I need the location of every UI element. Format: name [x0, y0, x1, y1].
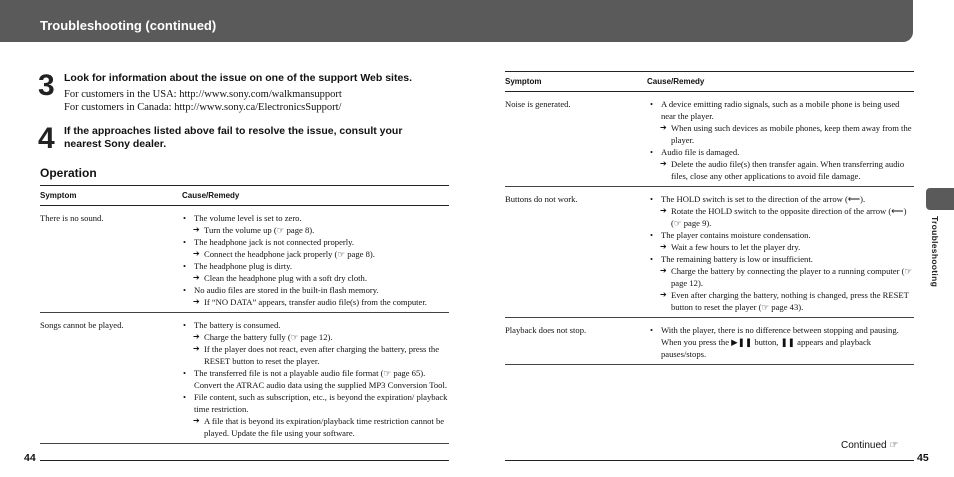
cause-cell: [183, 313, 449, 443]
arrow-icon: ➔: [193, 273, 200, 282]
cause-item: • File content, such as subscription, etc., is beyond the expiration/ playback time restriction.: [183, 391, 449, 415]
section-tab: [926, 188, 954, 210]
arrow-icon: ➔: [660, 159, 667, 168]
remedy-item: [650, 158, 914, 182]
cause-item: • No audio files are stored in the built-in flash memory.: [183, 284, 449, 296]
remedy-item: [650, 289, 914, 313]
cause-cell: [650, 187, 914, 317]
remedy-item: [183, 296, 449, 308]
remedy-text: Wait a few hours to let the player dry.: [671, 242, 801, 252]
footer-rule-left: [40, 460, 449, 461]
left-table: [40, 185, 449, 444]
cause-item: • The headphone plug is dirty.: [183, 260, 449, 272]
table-body: [505, 92, 914, 365]
cause-item: • The transferred file is not a playable audio file format (☞ page 65). Convert the ATRAC audio data using the supplied MP3 Conversion Tool.: [183, 367, 449, 391]
step-heading: If the approaches listed above fail to resolve the issue, consult your nearest Sony dealer.: [64, 125, 403, 150]
col-symptom: Symptom: [505, 77, 542, 86]
arrow-icon: ➔: [193, 344, 200, 353]
cause-item: • The volume level is set to zero.: [183, 212, 449, 224]
cause-item: • Audio file is damaged.: [650, 146, 914, 158]
step-line-canada: For customers in Canada: http://www.sony.ca/ElectronicsSupport/: [64, 102, 342, 113]
arrow-icon: ➔: [193, 416, 200, 425]
remedy-item: [650, 265, 914, 289]
section-tab-label: Troubleshooting: [930, 216, 940, 288]
remedy-item: [183, 343, 449, 367]
cause-item: • The HOLD switch is set to the direction of the arrow (⟵).: [650, 193, 914, 205]
table-header: [40, 185, 449, 206]
remedy-text: Turn the volume up (☞ page 8).: [204, 225, 315, 235]
cause-cell: [650, 92, 914, 186]
remedy-item: [183, 272, 449, 284]
section-title: Operation: [40, 166, 97, 180]
arrow-icon: ➔: [660, 206, 667, 215]
arrow-icon: ➔: [660, 290, 667, 299]
remedy-text: When using such devices as mobile phones, keep them away from the player.: [671, 123, 912, 145]
arrow-icon: ➔: [660, 123, 667, 132]
remedy-text: Charge the battery by connecting the player to a running computer (☞ page 12).: [671, 266, 913, 288]
table-body: [40, 206, 449, 444]
cause-item: • The remaining battery is low or insufficient.: [650, 253, 914, 265]
step-number: 4: [38, 122, 55, 155]
remedy-text: Connect the headphone jack properly (☞ page 8).: [204, 249, 375, 259]
arrow-icon: ➔: [193, 225, 200, 234]
symptom-cell: There is no sound.: [40, 213, 104, 223]
table-row: [40, 313, 449, 444]
table-row: [40, 206, 449, 313]
table-header: [505, 71, 914, 92]
page-number-right: 45: [917, 452, 929, 464]
remedy-item: [650, 205, 914, 229]
cause-cell: [650, 318, 914, 364]
cause-item: • A device emitting radio signals, such as a mobile phone is being used near the player.: [650, 98, 914, 122]
cause-cell: [183, 206, 449, 312]
remedy-text: If the player does not react, even after charging the battery, press the RESET button to reset the player.: [204, 344, 440, 366]
cause-item: • With the player, there is no difference between stopping and pausing. When you press the ▶❚❚ button, ❚❚ appears and playback pauses/stops.: [650, 324, 914, 360]
col-cause: Cause/Remedy: [182, 191, 240, 200]
remedy-item: [183, 248, 449, 260]
step-number: 3: [38, 69, 55, 102]
page-number-left: 44: [24, 452, 36, 464]
arrow-icon: ➔: [660, 242, 667, 251]
symptom-cell: Songs cannot be played.: [40, 320, 124, 330]
table-row: [505, 187, 914, 318]
step-line-usa: For customers in the USA: http://www.sony.com/walkmansupport: [64, 89, 342, 100]
remedy-item: [650, 241, 914, 253]
col-cause: Cause/Remedy: [647, 77, 705, 86]
table-row: [505, 318, 914, 365]
remedy-item: [183, 331, 449, 343]
step-3: [38, 69, 464, 114]
step-4: [38, 122, 434, 155]
right-table: [505, 71, 914, 365]
arrow-icon: ➔: [193, 297, 200, 306]
arrow-icon: ➔: [193, 249, 200, 258]
arrow-icon: ➔: [660, 266, 667, 275]
continued-note: Continued ☞: [841, 440, 899, 451]
table-row: [505, 92, 914, 187]
footer-rule-right: [505, 460, 914, 461]
remedy-text: Charge the battery fully (☞ page 12).: [204, 332, 333, 342]
symptom-cell: Playback does not stop.: [505, 325, 587, 335]
symptom-cell: Buttons do not work.: [505, 194, 578, 204]
col-symptom: Symptom: [40, 191, 77, 200]
remedy-text: Rotate the HOLD switch to the opposite direction of the arrow (⟵) (☞ page 9).: [671, 206, 907, 228]
symptom-cell: Noise is generated.: [505, 99, 571, 109]
page-title: Troubleshooting (continued): [40, 18, 217, 33]
remedy-text: If “NO DATA” appears, transfer audio file(s) from the computer.: [204, 297, 427, 307]
remedy-text: Clean the headphone plug with a soft dry cloth.: [204, 273, 368, 283]
remedy-text: Even after charging the battery, nothing is changed, press the RESET button to reset the player (☞ page 43).: [671, 290, 909, 312]
cause-item: • The headphone jack is not connected properly.: [183, 236, 449, 248]
remedy-text: A file that is beyond its expiration/playback time restriction cannot be played. Update the file using your software.: [204, 416, 445, 438]
remedy-item: [183, 415, 449, 439]
step-heading: Look for information about the issue on one of the support Web sites.: [64, 72, 413, 84]
remedy-text: Delete the audio file(s) then transfer again. When transferring audio files, close any other applications to avoid file damage.: [671, 159, 905, 181]
remedy-item: [183, 224, 449, 236]
cause-item: • The battery is consumed.: [183, 319, 449, 331]
arrow-icon: ➔: [193, 332, 200, 341]
remedy-item: [650, 122, 914, 146]
cause-item: • The player contains moisture condensation.: [650, 229, 914, 241]
